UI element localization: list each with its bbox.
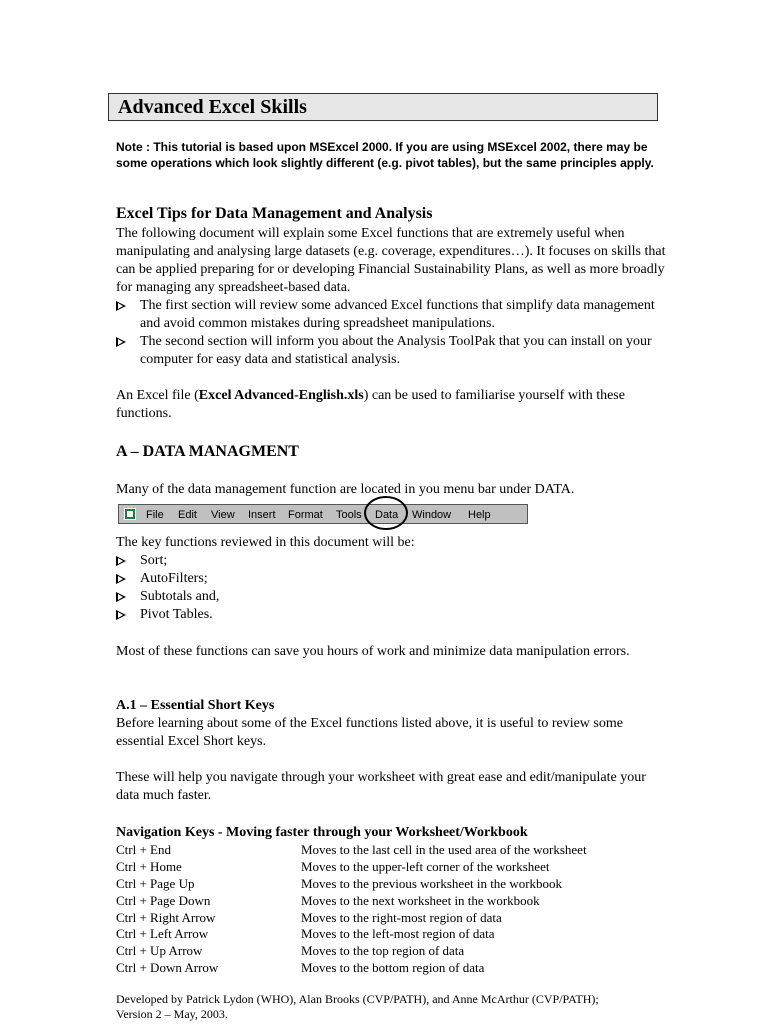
shortcut-key: Ctrl + Page Down bbox=[116, 892, 211, 908]
table-row bbox=[116, 893, 676, 910]
table-row bbox=[116, 943, 676, 960]
shortcut-description: Moves to the top region of data bbox=[301, 943, 465, 959]
table-row bbox=[116, 842, 676, 859]
tips-heading: Excel Tips for Data Management and Analysis bbox=[116, 205, 433, 222]
list-item: Pivot Tables. bbox=[116, 606, 666, 624]
page-title: Advanced Excel Skills bbox=[118, 96, 307, 118]
shortcut-key: Ctrl + End bbox=[116, 842, 171, 857]
tips-intro: The following document will explain some Excel functions that are extremely useful when manipulating and analysing large datasets (e.g. coverage, expenditures…). It focuses on skills that can be applied preparing for or developing Financial Sustainability Plans, as well as more broadly for managing any spreadsheet-based data. bbox=[116, 226, 666, 295]
menu-item-tools[interactable]: Tools bbox=[336, 509, 362, 521]
title-box bbox=[108, 93, 658, 121]
shortcut-description: Moves to the last cell in the used area of the worksheet bbox=[301, 842, 587, 857]
menu-item-help[interactable]: Help bbox=[468, 509, 491, 521]
shortcut-description: Moves to the bottom region of data bbox=[301, 960, 485, 976]
shortcut-description: Moves to the next worksheet in the workbook bbox=[301, 892, 540, 908]
section-a1-heading: A.1 – Essential Short Keys bbox=[116, 698, 275, 713]
list-item: Subtotals and, bbox=[116, 588, 666, 606]
section-a-heading: A – DATA MANAGMENT bbox=[116, 443, 299, 460]
menu-item-data[interactable]: Data bbox=[375, 509, 399, 521]
list-item: Sort; bbox=[116, 552, 666, 570]
version-note: Note : This tutorial is based upon MSExcel 2000. If you are using MSExcel 2002, there may be some operations which look slightly different (e.g. pivot tables), but the same principles apply. bbox=[116, 140, 654, 170]
shortcut-key: Ctrl + Left Arrow bbox=[116, 926, 209, 942]
shortcut-key: Ctrl + Home bbox=[116, 858, 182, 874]
table-row bbox=[116, 926, 676, 943]
menu-item-view[interactable]: View bbox=[211, 509, 235, 521]
menu-item-format[interactable]: Format bbox=[288, 509, 323, 521]
data-menu-highlight-circle bbox=[364, 496, 408, 530]
navigation-keys-table bbox=[116, 842, 676, 977]
table-row bbox=[116, 876, 676, 893]
document-footer bbox=[116, 992, 676, 1022]
footer-version: Version 2 – May, 2003. bbox=[116, 1007, 228, 1021]
section-a1-p1: Before learning about some of the Excel functions listed above, it is useful to review some essential Excel Short keys. bbox=[116, 716, 623, 749]
list-item: AutoFilters; bbox=[116, 570, 666, 588]
shortcut-key: Ctrl + Up Arrow bbox=[116, 943, 203, 959]
footer-credits: Developed by Patrick Lydon (WHO), Alan Brooks (CVP/PATH), and Anne McArthur (CVP/PATH); bbox=[116, 992, 599, 1006]
section-a1-p2: These will help you navigate through your worksheet with great ease and edit/manipulate your data much faster. bbox=[116, 770, 646, 803]
menu-item-edit[interactable]: Edit bbox=[178, 509, 197, 521]
excel-app-icon bbox=[124, 508, 136, 520]
navigation-keys-heading: Navigation Keys - Moving faster through your Worksheet/Workbook bbox=[116, 825, 528, 840]
menu-item-file[interactable]: File bbox=[146, 509, 164, 521]
shortcut-key: Ctrl + Page Up bbox=[116, 875, 195, 891]
file-name: Excel Advanced-English.xls bbox=[198, 388, 364, 403]
shortcut-description: Moves to the upper-left corner of the worksheet bbox=[301, 858, 550, 874]
table-row bbox=[116, 960, 676, 977]
shortcut-key: Ctrl + Right Arrow bbox=[116, 909, 216, 925]
list-item: The second section will inform you about the Analysis ToolPak that you can install on your computer for easy data and statistical analysis. bbox=[116, 333, 666, 369]
section-a-intro: Many of the data management function are located in you menu bar under DATA. bbox=[116, 482, 575, 497]
shortcut-description: Moves to the previous worksheet in the workbook bbox=[301, 875, 563, 891]
list-item: The first section will review some advanced Excel functions that simplify data management and avoid common mistakes during spreadsheet manipulations. bbox=[116, 297, 666, 333]
tips-bullet-list bbox=[116, 297, 666, 369]
file-reference: An Excel file (Excel Advanced-English.xls) can be used to familiarise yourself with these functions. bbox=[116, 388, 625, 421]
menu-item-insert[interactable]: Insert bbox=[248, 509, 276, 521]
shortcut-key: Ctrl + Down Arrow bbox=[116, 960, 219, 976]
key-functions-intro: The key functions reviewed in this document will be: bbox=[116, 535, 415, 550]
key-functions-list bbox=[116, 552, 666, 624]
table-row bbox=[116, 910, 676, 927]
shortcut-description: Moves to the right-most region of data bbox=[301, 909, 502, 925]
shortcut-description: Moves to the left-most region of data bbox=[301, 926, 495, 942]
excel-menubar bbox=[118, 504, 528, 524]
table-row bbox=[116, 859, 676, 876]
menu-item-window[interactable]: Window bbox=[412, 509, 452, 521]
savings-paragraph: Most of these functions can save you hours of work and minimize data manipulation errors. bbox=[116, 644, 630, 659]
